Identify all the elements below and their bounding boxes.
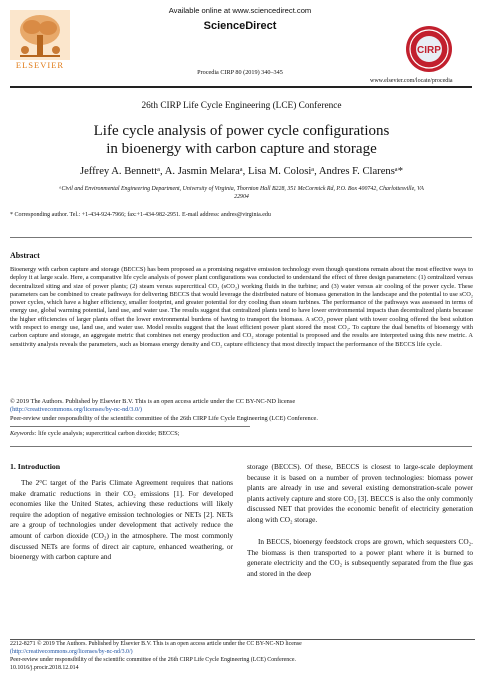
paper-title-line-1: Life cycle analysis of power cycle configurations xyxy=(93,123,390,139)
abstract-bottom-divider xyxy=(10,446,472,447)
affiliation-line-2: 22904 xyxy=(234,194,249,200)
keywords-line xyxy=(10,430,473,437)
copyright-notice: © 2019 The Authors. Published by Elsevier B.V. This is an open access article under the CC BY-NC-ND license xyxy=(10,398,296,405)
conference-name: 26th CIRP Life Cycle Engineering (LCE) Conference xyxy=(141,101,342,111)
peer-review-notice: Peer-review under responsibility of the scientific committee of the 26th CIRP Life Cycle Engineering (LCE) Conference. xyxy=(10,415,318,422)
keywords-divider xyxy=(10,426,250,427)
intro-right-column-p1: storage (BECCS). Of these, BECCS is closest to large-scale deployment because it is based on a number of proven technologies: biomass power plants are already in use and several existing demonstration-scale power plants actively capture and store CO₂ [3]. BECCS is also the only commonly discussed NET that provides the economic benefit of electricity generation along with CO₂ storage. xyxy=(247,462,473,524)
svg-text:CIRP: CIRP xyxy=(417,45,441,56)
elsevier-logo xyxy=(10,10,70,72)
abstract-heading: Abstract xyxy=(10,251,40,260)
intro-right-column-p2: In BECCS, bioenergy feedstock crops are grown, which sequesters CO₂. The biomass is then transported to a power plant where it is burned to generate electricity and the CO₂ is subsequently separated from the flue gas and stored in the deep xyxy=(247,537,473,578)
affiliation-line-1: ᵃCivil and Environmental Engineering Department, University of Virginia, Thornton Hall B228, 351 McCormick Rd, P.O. Box 400742, Charlottesville, VA xyxy=(59,186,424,192)
header-divider xyxy=(10,86,472,88)
author-list: Jeffrey A. Bennettᵃ, A. Jasmin Melaraᵃ, Lisa M. Colosiᵃ, Andres F. Clarensᵃ* xyxy=(79,166,404,177)
intro-left-column: The 2°C target of the Paris Climate Agreement requires that nations make dramatic reductions in their CO₂ emissions [1]. For developed economies like the United States, achieving these reductions will likely require the adoption of negative emission technologies or NETs [2]. NETs are a group of technologies under development that actively reduce the amount of carbon dioxide (CO₂) in the atmosphere. The most commonly discussed NETs are forms of direct air capture, enhanced weathering, or bioenergy with carbon capture and xyxy=(10,478,233,562)
paper-title-line-2: in bioenergy with carbon capture and storage xyxy=(106,141,377,157)
footer-divider xyxy=(10,639,475,640)
cirp-seal xyxy=(405,25,453,73)
journal-reference: Procedia CIRP 80 (2019) 340–345 xyxy=(197,69,283,76)
abstract-top-divider xyxy=(10,237,472,238)
sciencedirect-brand: ScienceDirect xyxy=(203,20,277,32)
elsevier-tree-icon xyxy=(10,10,70,60)
footer-license-link[interactable]: (http://creativecommons.org/licenses/by-nc-nd/3.0/) xyxy=(10,649,133,655)
cirp-seal-icon xyxy=(405,25,453,73)
journal-url-link[interactable]: www.elsevier.com/locate/procedia xyxy=(370,78,453,84)
available-online-text: Available online at www.sciencedirect.com xyxy=(168,6,312,15)
publisher-name: ELSEVIER xyxy=(15,60,65,70)
abstract-text: Bioenergy with carbon capture and storage (BECCS) has been proposed as a promising negative emission technology even though questions remain about the most effective ways to deploy it at large scale. Here, a comparative life cycle analysis of power plant configurations was conducted to understand the effect of three design parameters: (1) centralized versus decentralized siting and size of power plants; (2) steam versus supercritical CO₂ (sCO₂) working fluids in the turbine; and (3) water versus air cooling of the power cycle. These parameters can be combined to create pathways for delivering BECCS that would leverage the distributed nature of biomass generation in the landscape and the potential to use sCO₂ power cycles, which have a higher efficiency, smaller footprint, and greater potential for dry cooling than steam turbines. The performance of the pathways was assessed in terms of energy use, global warming potential, land use, and water use. The results suggest that centralized plants tend to have lower environmental impacts than decentralized plants because the higher efficiencies of larger plants offset the lower environmental burdens of having to transport the biomass. A sCO₂ power plant with tower cooling offered the best solution with respect to energy use, land use, and water use. Model results suggest that the least efficient power plant stored the most CO₂. To capture the dual benefits of bioenergy with carbon capture and storage, an aggregate metric that combines net energy production and CO₂ storage potential is proposed and the results are interpreted using this new metric. A sensitivity analysis reveals the parameters, such as biomass energy density and CO₂ capture efficiency that most directly impact the performance of the BECCS life cycle. xyxy=(10,266,473,348)
footer-doi: 10.1016/j.procir.2018.12.014 xyxy=(10,665,79,671)
corresponding-author: * Corresponding author. Tel.: +1-434-924-7966; fax:+1-434-982-2951. E-mail address: andres@virginia.edu xyxy=(10,212,271,218)
license-link[interactable]: (http://creativecommons.org/licenses/by-nc-nd/3.0/) xyxy=(10,406,143,413)
intro-heading: 1. Introduction xyxy=(10,462,61,471)
keywords-value: life cycle analysis; supercritical carbon dioxide; BECCS; xyxy=(38,430,180,437)
footer-peer-review: Peer-review under responsibility of the scientific committee of the 26th CIRP Life Cycle Engineering (LCE) Conference. xyxy=(10,657,296,663)
keywords-label: Keywords: xyxy=(10,430,37,437)
footer-line-1: 2212-8271 © 2019 The Authors. Published by Elsevier B.V. This is an open access article under the CC BY-NC-ND license xyxy=(10,641,302,647)
